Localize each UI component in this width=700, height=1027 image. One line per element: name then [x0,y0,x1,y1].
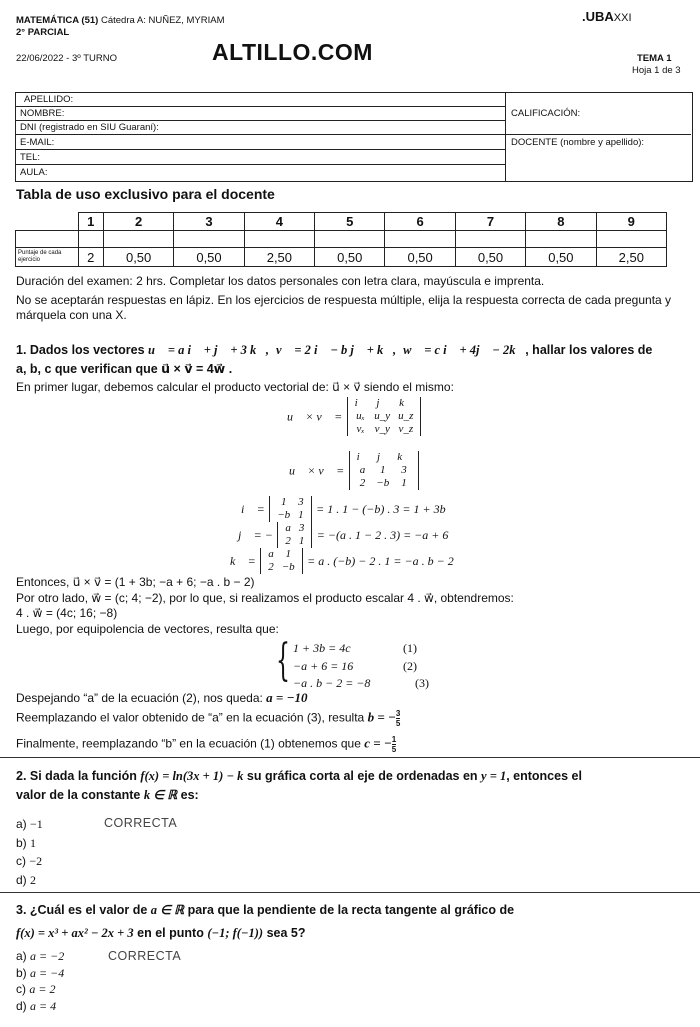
score-cell: 0,50 [455,248,525,267]
equation-numbers: (1) (2) (3) [403,641,429,690]
score-cell: 2,50 [244,248,314,267]
hoja: Hoja 1 de 3 [632,65,681,76]
equation-system [293,640,370,693]
course-title [16,15,225,26]
q1-statement-2: a, b, c que verifican que u⃗ × v⃗ = 4w⃗ . [16,362,233,376]
uba-logo [582,9,632,24]
header-cell: 2 [103,213,173,231]
q1-text: 1. Dados los vectores [16,343,145,357]
dni-field[interactable]: DNI (registrado en SIU Guaraní): [20,122,159,133]
score-cell: 0,50 [315,248,385,267]
det-matrix: i⃗ j⃗ k⃗ uₓ u_y u_z vₓ v_y v_z [347,397,422,436]
header-cell: 5 [315,213,385,231]
determinant-1 [287,397,421,436]
q2-statement: 2. Si dada la función f(x) = ln(3x + 1) − k su gráfica corta al eje de ordenadas en y = 1, entonces el valor de la constante k ∈ ℝ es: [16,769,582,802]
determinant-2 [289,451,419,490]
q3-statement: 3. ¿Cuál es el valor de a ∈ ℝ para que la pendiente de la recta tangente al gráfico de f(x) = x³ + ax² − 2x + 3 en el punto (−1; f(−1)) sea 5? [16,903,515,940]
apellido-field[interactable]: APELLIDO: [24,94,74,105]
score-cell: 0,50 [103,248,173,267]
calificacion-field[interactable]: CALIFICACIÓN: [511,108,581,119]
q1-despejando: Despejando “a” de la ecuación (2), nos queda: a = −10 [16,690,308,705]
header-cell: 6 [385,213,455,231]
q3-options [16,948,64,1014]
q1-line1: En primer lugar, debemos calcular el producto vectorial de: u⃗ × v⃗ siendo el mismo: [16,380,454,394]
tel-field[interactable]: TEL: [20,152,41,163]
option-b[interactable]: b) a = −4 [16,965,65,980]
score-cell: 0,50 [526,248,596,267]
header-cell: 8 [526,213,596,231]
equation: 1 + 3b = 4c [293,641,351,655]
divider [0,892,700,893]
score-cell: 2 [78,248,103,267]
docente-field[interactable]: DOCENTE (nombre y apellido): [511,137,645,148]
q1-finalmente: Finalmente, reemplazando “b” en la ecuación (1) obtenemos que c = − $\frac{1}{5}$ [16,735,397,754]
option-a[interactable]: a) a = −2 [16,949,65,963]
teacher-table-title: Tabla de uso exclusivo para el docente [16,186,275,202]
header-cell: 7 [455,213,525,231]
header-cell: 9 [596,213,666,231]
q1-statement [16,341,688,360]
q1-luego: Luego, por equipolencia de vectores, resulta que: [16,622,279,636]
q2-options [16,815,43,889]
option-c[interactable]: c) −2 [16,854,43,868]
equation: −a . b − 2 = −8 [293,676,371,690]
equation: −a + 6 = 16 [293,658,354,673]
det-matrix: i⃗ j⃗ k⃗ a 1 3 2 −b 1 [349,451,419,490]
duration-text: Duración del examen: 2 hrs. Completar los datos personales con letra clara, mayúscula e imprenta. [16,274,545,288]
det-label: u⃗ × v⃗ = [287,409,343,424]
watermark: ALTILLO.COM [212,39,373,65]
nombre-field[interactable]: NOMBRE: [20,108,65,119]
catedra: Cátedra A: NUÑEZ, MYRIAM [100,15,225,26]
row-label: Puntaje de cada ejercicio [16,248,79,267]
q1-text: , hallar los valores de [525,343,653,357]
header-cell: 4 [244,213,314,231]
uba-logo-suffix: XXI [613,12,632,24]
q1-entonces: Entonces, u⃗ × v⃗ = (1 + 3b; −a + 6; −a . b − 2) [16,575,255,589]
j-component: j⃗ = − a 3 2 1 = −(a . 1 − 2 . 3) = −a + 6 [238,522,449,547]
score-cell: 0,50 [174,248,244,267]
vector-w: w⃗ = c i⃗ + 4j⃗ − 2k⃗ [403,343,526,357]
det-label: u⃗ × v⃗ = [289,463,345,478]
rules-text: No se aceptarán respuestas en lápiz. En los ejercicios de respuesta múltiple, elija la respuesta correcta de cada pregunta y márquela con una X. [16,293,672,322]
tema: TEMA 1 [637,53,672,64]
score-cell: 2,50 [596,248,666,267]
email-field[interactable]: E-MAIL: [20,137,55,148]
subject: MATEMÁTICA (51) [16,15,99,26]
score-cell: 0,50 [385,248,455,267]
aula-field[interactable]: AULA: [20,167,48,178]
divider [0,757,700,758]
q3-correct-mark: CORRECTA [108,949,182,963]
q1-reemplazando: Reemplazando el valor obtenido de “a” en la ecuación (3), resulta b = − $\frac{3}{5}$ [16,709,401,728]
exam-date: 22/06/2022 - 3º TURNO [16,53,117,64]
q2-correct-mark: CORRECTA [104,816,178,830]
exam-name: 2° PARCIAL [16,27,70,38]
vector-v: v⃗ = 2 i⃗ − b j⃗ + k⃗, [276,343,397,357]
option-a[interactable]: a) −1 [16,817,43,831]
system-brace: { [276,635,290,686]
q1-4w: 4 . w⃗ = (4c; 16; −8) [16,606,118,620]
option-d[interactable]: d) a = 4 [16,998,57,1013]
i-component: i⃗ = 1 3 −b 1 = 1 . 1 − (−b) . 3 = 1 + 3b [241,496,446,521]
option-b[interactable]: b) 1 [16,835,37,850]
teacher-score-table [15,212,667,267]
uba-logo-text: .UBA [582,9,614,24]
vector-u: u⃗ = a i⃗ + j⃗ + 3 k⃗, [148,343,270,357]
option-d[interactable]: d) 2 [16,872,37,887]
k-component: k⃗ = a 1 2 −b = a . (−b) − 2 . 1 = −a . b − 2 [230,548,454,573]
option-c[interactable]: c) a = 2 [16,982,56,996]
header-cell: 1 [78,213,103,231]
q1-otro: Por otro lado, w⃗ = (c; 4; −2), por lo que, si realizamos el producto escalar 4 . w⃗, obtendremos: [16,591,514,605]
header-cell: 3 [174,213,244,231]
